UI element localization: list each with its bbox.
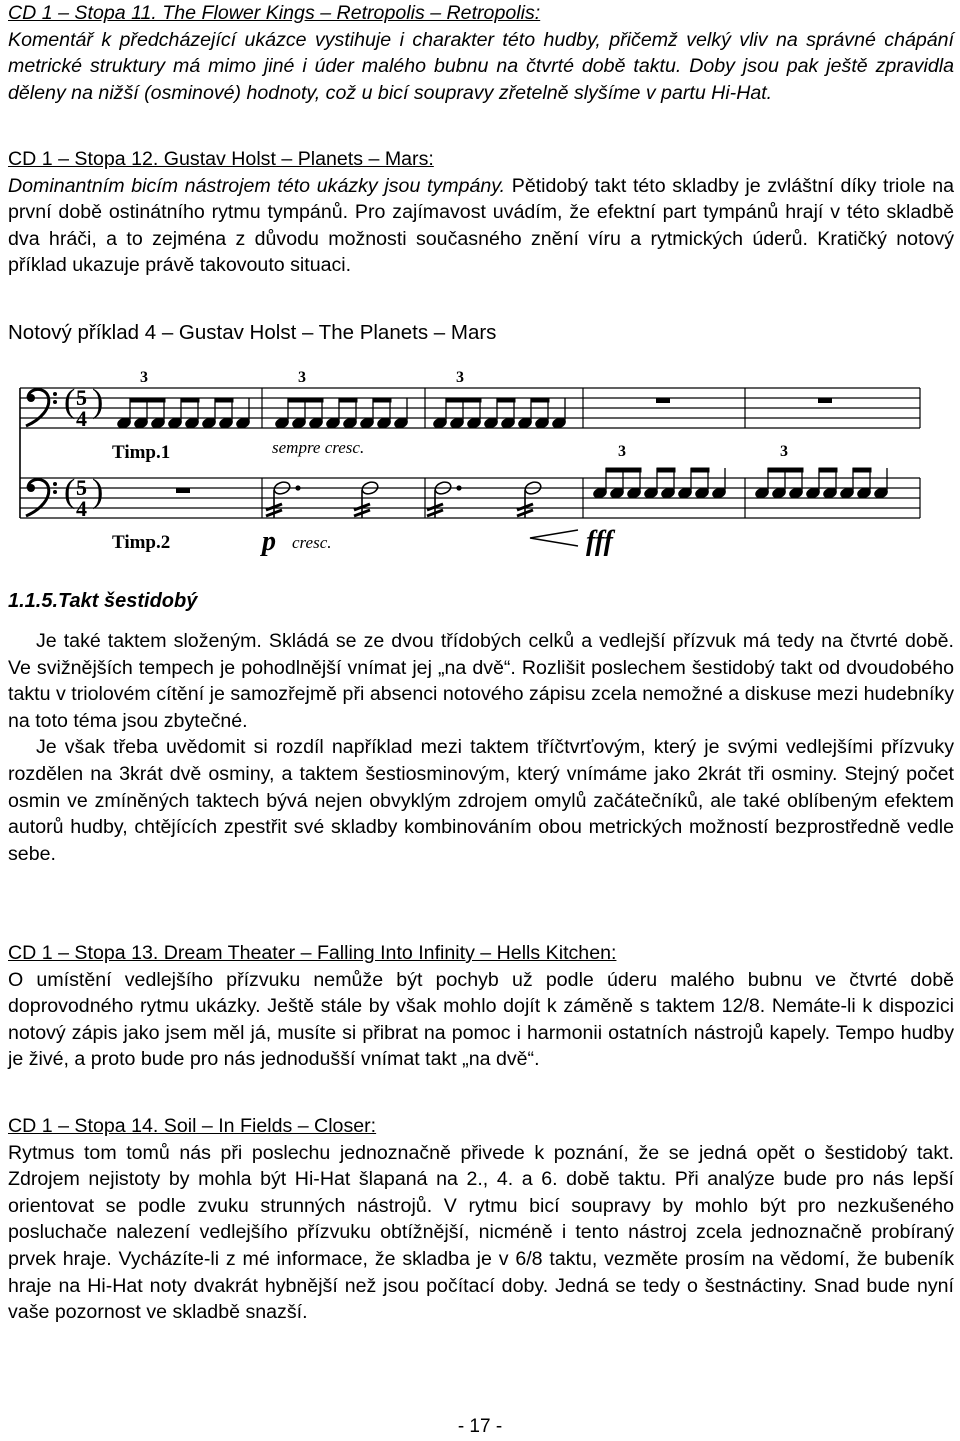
note-beam: [339, 398, 357, 402]
section-stopa-11: [8, 0, 954, 106]
section-text-regular: Pětidobý takt této skladby je zvláštní díky triole na první době ostinátního rytmu tympánů. Pro zajímavost uvádím, že efektní part tympánů hrají v této skladbě dva hráči, a to zejména z důvodu možnosti současného znění víru a rytmických úderů. Kratičký notový příklad ukazuje právě takovouto situaci.: [8, 174, 954, 277]
rest: [818, 398, 832, 403]
time-sig-bottom: 4: [76, 406, 87, 431]
note-beam: [531, 398, 549, 402]
note-beam: [853, 468, 871, 472]
section-text-italic: Dominantním bicím nástrojem této ukázky jsou tympány.: [8, 174, 506, 197]
paren-close: ): [92, 383, 104, 420]
note-beam: [373, 398, 391, 402]
note-beam: [606, 468, 641, 472]
note-beam: [768, 468, 803, 472]
example-caption: Notový příklad 4 – Gustav Holst – The Planets – Mars: [8, 321, 497, 344]
timp2-label: Timp.2: [112, 532, 171, 553]
section-text: O umístění vedlejšího přízvuku nemůže být pochyb už podle úderu malého bubnu ve čtvrté době doprovodného rytmu ukázky. Ještě stále by však mohlo dojít k záměně s taktem 12/8. Nemáte-li k dispozici notový zápis jako jsem měl já, musíte si přibrat na pomoc i harmonii ostatních nástrojů kapely. Tempo hudby je živé, a proto bude pro nás jednodušší vnímat takt „na dvě“.: [8, 968, 954, 1071]
section-heading: 1.1.5.Takt šestidobý: [8, 590, 198, 612]
paragraph-1: Je také taktem složeným. Skládá se ze dvou třídobých celků a vedlejší přízvuk má tedy na čtvrté době. Ve svižnějších tempech je pohodlnější vnímat jej „na dvě“. Rozlišit poslechem šestidobý takt od dvoudobého taktu v triolovém cítění je samozřejmě při absenci notového zápisu zcela nemožné a diskuse mezi hudebníky na toto téma jsou zbytečné.: [8, 630, 954, 732]
section-stopa-13: [8, 940, 954, 1073]
section-text: [8, 173, 954, 279]
body-six-beat: [8, 628, 954, 867]
tremolo-half-notes: [266, 480, 542, 518]
paren-close: ): [92, 473, 104, 510]
timp1-label: Timp.1: [112, 442, 171, 463]
crescendo-hairpin: [530, 530, 578, 546]
time-sig-top: 5: [76, 385, 87, 410]
paren-open: (: [64, 383, 76, 420]
section-stopa-12: [8, 146, 954, 279]
rest: [656, 398, 670, 403]
triplet-mark: 3: [140, 369, 148, 386]
music-score: [0, 360, 960, 560]
section-title: CD 1 – Stopa 14. Soil – In Fields – Closer:: [8, 1115, 377, 1137]
note-beam: [446, 398, 481, 402]
section-title: CD 1 – Stopa 11. The Flower Kings – Retropolis – Retropolis:: [8, 2, 541, 24]
note-beam: [497, 398, 515, 402]
note-beam: [691, 468, 709, 472]
time-sig-bottom: 4: [76, 496, 87, 521]
paragraph-2: Je však třeba uvědomit si rozdíl například mezi taktem tříčtvrťovým, který je svými vedlejšími přízvuky rozdělen na 3krát dvě osminy, a taktem šestiosminovým, který vnímáme jako 2krát tři osminy. Stejný počet osmin ve zmíněných taktech bývá nejen obvyklým zdrojem omylů začátečníků, ale také oblíbeným efektem autorů hudby, chtějících zpestřit své skladby kombinováním obou metrických možností bezprostředně vedle sebe.: [8, 736, 954, 865]
sempre-cresc: sempre cresc.: [272, 438, 365, 457]
triplet-mark: 3: [780, 443, 788, 460]
note-beam: [181, 398, 199, 402]
note-beam: [657, 468, 675, 472]
section-stopa-14: [8, 1113, 954, 1326]
note-beam: [130, 398, 165, 402]
note-beam: [819, 468, 837, 472]
paren-open: (: [64, 473, 76, 510]
rest: [176, 488, 190, 493]
note-beam: [215, 398, 233, 402]
time-sig-top: 5: [76, 475, 87, 500]
cresc: cresc.: [292, 533, 332, 552]
section-title: CD 1 – Stopa 12. Gustav Holst – Planets – Mars:: [8, 148, 434, 170]
section-text: Komentář k předcházející ukázce vystihuje i charakter této hudby, přičemž velký vliv na správné chápání metrické struktury má mimo jiné i úder malého bubnu na čtvrté době taktu. Doby jsou pak ještě zpravidla děleny na nižší (osminové) hodnoty, což u bicí soupravy zřetelně slyšíme v partu Hi-Hat.: [8, 28, 954, 104]
section-text: Rytmus tom tomů nás při poslechu jednoznačně přivede k poznání, že se jedná opět o šestidobý takt. Zdrojem nejistoty by mohla být Hi-Hat šlapaná na 2., 4. a 6. době taktu. Při analýze bude pro nás lepší orientovat se podle zvuku strunných nástrojů. V rytmu bicí soupravy by mohlo být pro nezkušeného posluchače nalezení vedlejšího přízvuku obtížnější, nicméně i tento nástroj zcela jednoznačně probíraný prvek hraje. Vycházíte-li z mé informace, že skladba je v 6/8 taktu, vezměte prosím na vědomí, že bubeník hraje na Hi-Hat noty dvakrát hybnější než jsou počítací doby. Jedná se tedy o šestnáctiny. Snad bude nyní vaše pozornost ve skladbě snazší.: [8, 1141, 954, 1324]
triplet-mark: 3: [456, 369, 464, 386]
dynamic-fff: fff: [586, 526, 613, 557]
notes-staff2: [592, 468, 888, 500]
notes-staff1: [116, 398, 566, 430]
note-beam: [288, 398, 323, 402]
section-title: CD 1 – Stopa 13. Dream Theater – Falling Into Infinity – Hells Kitchen:: [8, 942, 617, 964]
triplet-mark: 3: [618, 443, 626, 460]
triplet-mark: 3: [298, 369, 306, 386]
dynamic-p: p: [262, 526, 276, 557]
page-number: - 17 -: [457, 1416, 503, 1437]
